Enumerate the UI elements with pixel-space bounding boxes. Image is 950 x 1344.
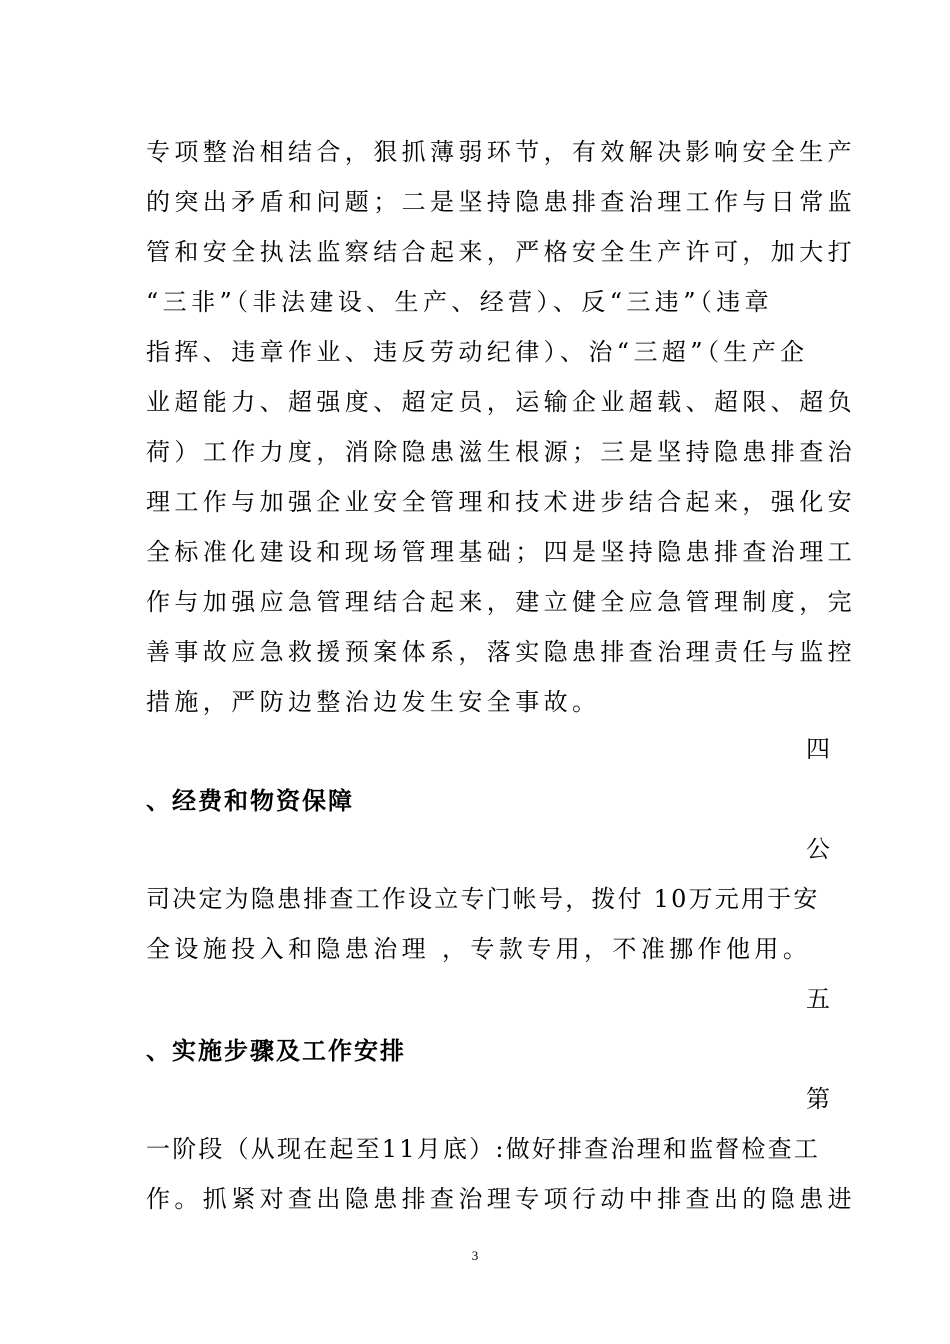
- paragraph-line: 善事故应急救援预案体系，落实隐患排查治理责任与监控: [146, 638, 856, 666]
- paragraph-line: 措施，严防边整治边发生安全事故。: [146, 688, 601, 716]
- paragraph-line: 理工作与加强企业安全管理和技术进步结合起来，强化安: [146, 488, 856, 516]
- section-4-title: 、经费和物资保障: [146, 786, 354, 815]
- paragraph-line: “三非”（非法建设、生产、经营）、反“三违”（违章: [146, 288, 774, 316]
- section-4-line: 司决定为隐患排查工作设立专门帐号，拨付 10万元用于安: [146, 885, 820, 913]
- paragraph-line: 管和安全执法监察结合起来，严格安全生产许可，加大打: [146, 238, 856, 266]
- paragraph-line: 专项整治相结合，狠抓薄弱环节，有效解决影响安全生产: [146, 138, 856, 166]
- section-5-lead-char: 第: [806, 1085, 830, 1113]
- paragraph-line: 指挥、违章作业、违反劳动纪律）、治“三超”（生产企: [146, 338, 809, 366]
- paragraph-line: 全标准化建设和现场管理基础；四是坚持隐患排查治理工: [146, 538, 856, 566]
- section-5-line: 作。抓紧对查出隐患排查治理专项行动中排查出的隐患进: [146, 1185, 856, 1213]
- section-5-title: 、实施步骤及工作安排: [146, 1036, 406, 1065]
- section-5-number: 五: [806, 985, 830, 1013]
- paragraph-line: 业超能力、超强度、超定员，运输企业超载、超限、超负: [146, 388, 856, 416]
- page-number: 3: [471, 1248, 479, 1263]
- paragraph-line: 荷）工作力度，消除隐患滋生根源；三是坚持隐患排查治: [146, 438, 856, 466]
- section-4-line: 全设施投入和隐患治理 ，专款专用，不准挪作他用。: [146, 935, 812, 963]
- paragraph-line: 的突出矛盾和问题；二是坚持隐患排查治理工作与日常监: [146, 188, 856, 216]
- section-4-lead-char: 公: [806, 835, 830, 863]
- paragraph-line: 作与加强应急管理结合起来，建立健全应急管理制度，完: [146, 588, 856, 616]
- section-4-number: 四: [806, 735, 830, 763]
- section-5-line: 一阶段（从现在起至11月底）:做好排查治理和监督检查工: [146, 1135, 821, 1163]
